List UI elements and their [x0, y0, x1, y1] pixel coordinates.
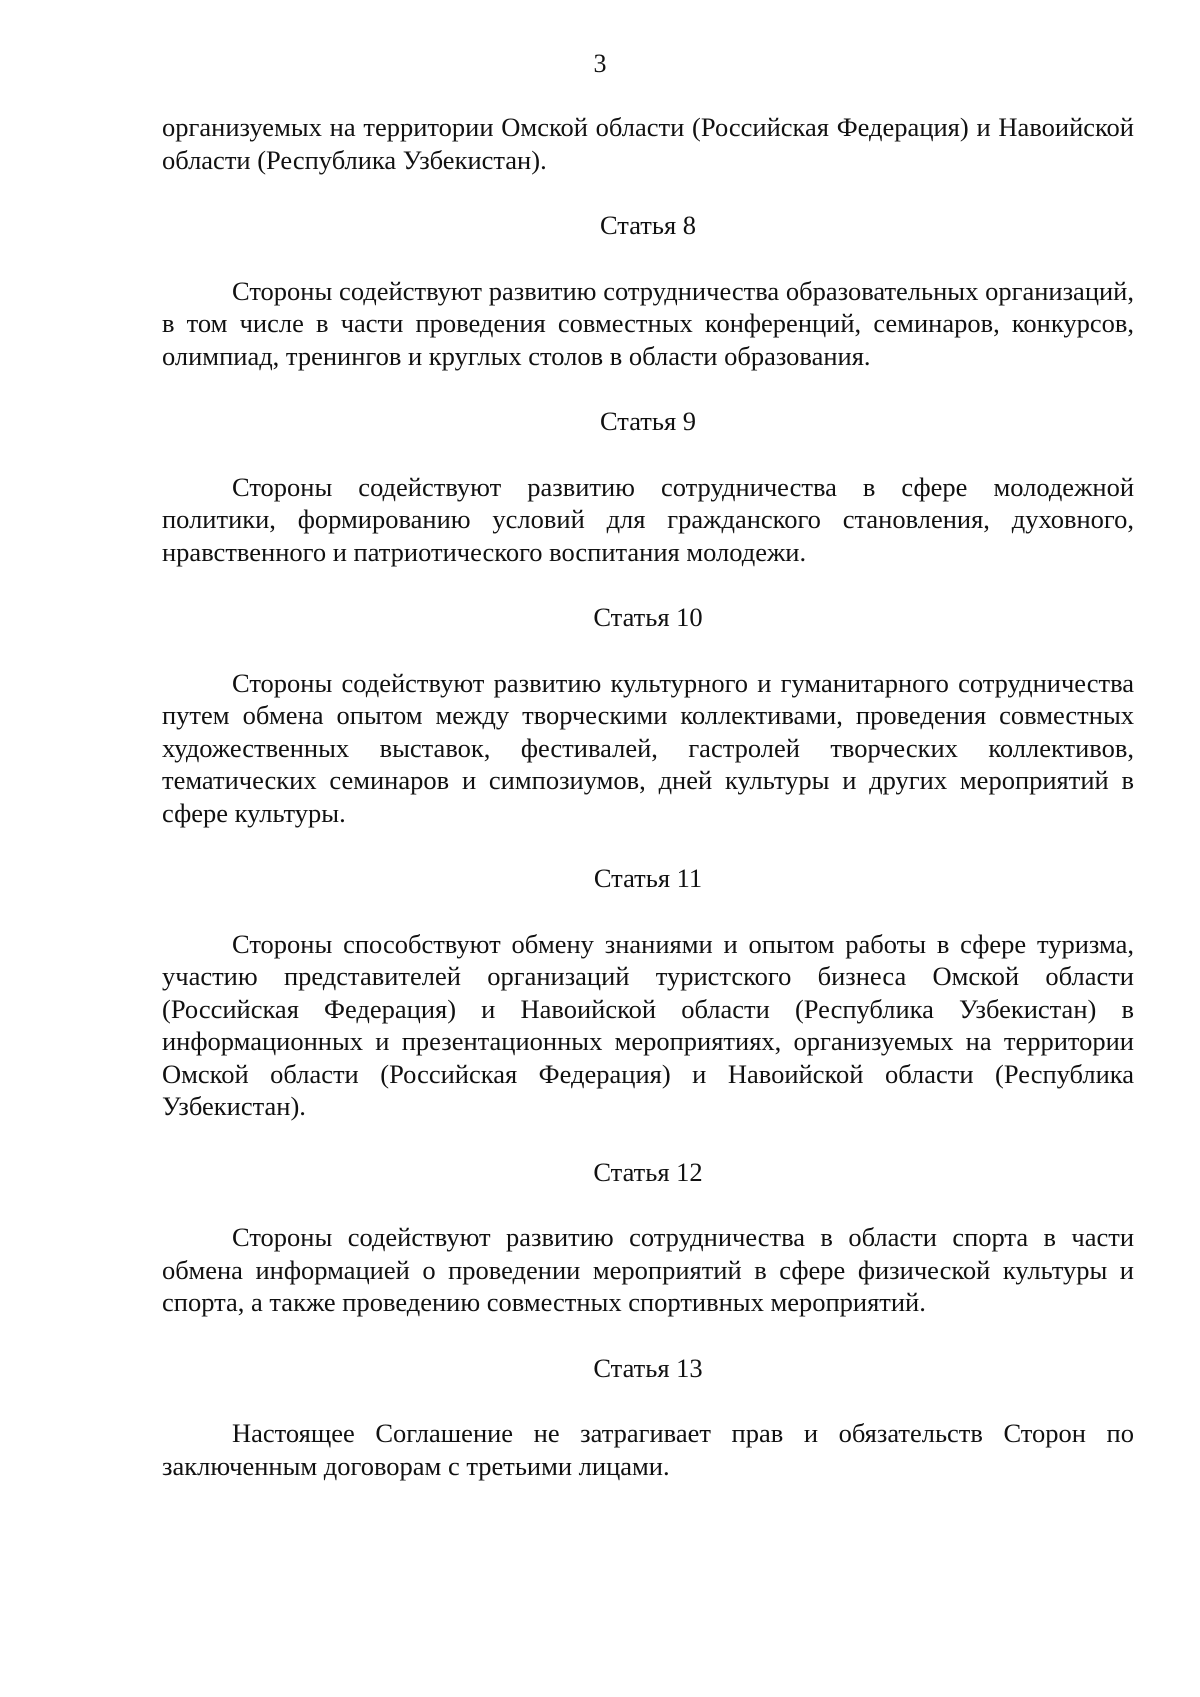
article-10-heading: Статья 10 — [593, 602, 703, 632]
article-12-text: Стороны содействуют развитию сотрудничества в области спорта в части обмена информацией о проведении мероприятий в сфере физической культуры и спорта, а также проведению совместных спортивных мероприятий. — [162, 1222, 1134, 1317]
intro-paragraph: организуемых на территории Омской области (Российская Федерация) и Навоийской области (Республика Узбекистан). — [162, 112, 1134, 175]
article-13-heading: Статья 13 — [593, 1352, 703, 1383]
article-11-heading: Статья 11 — [593, 863, 703, 893]
article-12-heading: Статья 12 — [593, 1156, 703, 1187]
article-9-heading: Статья 9 — [599, 406, 697, 436]
article-8-text: Стороны содействуют развитию сотрудничества образовательных организаций, в том числе в части проведения совместных конференций, семинаров, конкурсов, олимпиад, тренингов и круглых столов в области образования. — [162, 275, 1134, 371]
article-13-text: Настоящее Соглашение не затрагивает прав и обязательств Сторон по заключенным договорам с третьими лицами. — [162, 1418, 1134, 1481]
article-9-text: Стороны содействуют развитию сотрудничества в сфере молодежной политики, формированию условий для гражданского становления, духовного, нравственного и патриотического воспитания молодежи. — [162, 471, 1134, 567]
article-8-heading: Статья 8 — [599, 210, 697, 240]
article-11-text: Стороны способствуют обмену знаниями и опытом работы в сфере туризма, участию представителей организаций туристского бизнеса Омской области (Российская Федерация) и Навоийской области (Республика Узбекистан) в информационных и презентационных мероприятиях, организуемых на территории Омской области (Российская Федерация) и Навоийской области (Республика Узбекистан). — [162, 928, 1134, 1121]
page-number: 3 — [593, 49, 607, 78]
document-body — [162, 111, 1134, 1482]
article-10-text: Стороны содействуют развитию культурного и гуманитарного сотрудничества путем обмена опытом между творческими коллективами, проведения совместных художественных выставок, фестивалей, гастролей творческих коллективов, тематических семинаров и симпозиумов, дней культуры и других мероприятий в сфере культуры. — [162, 667, 1134, 828]
